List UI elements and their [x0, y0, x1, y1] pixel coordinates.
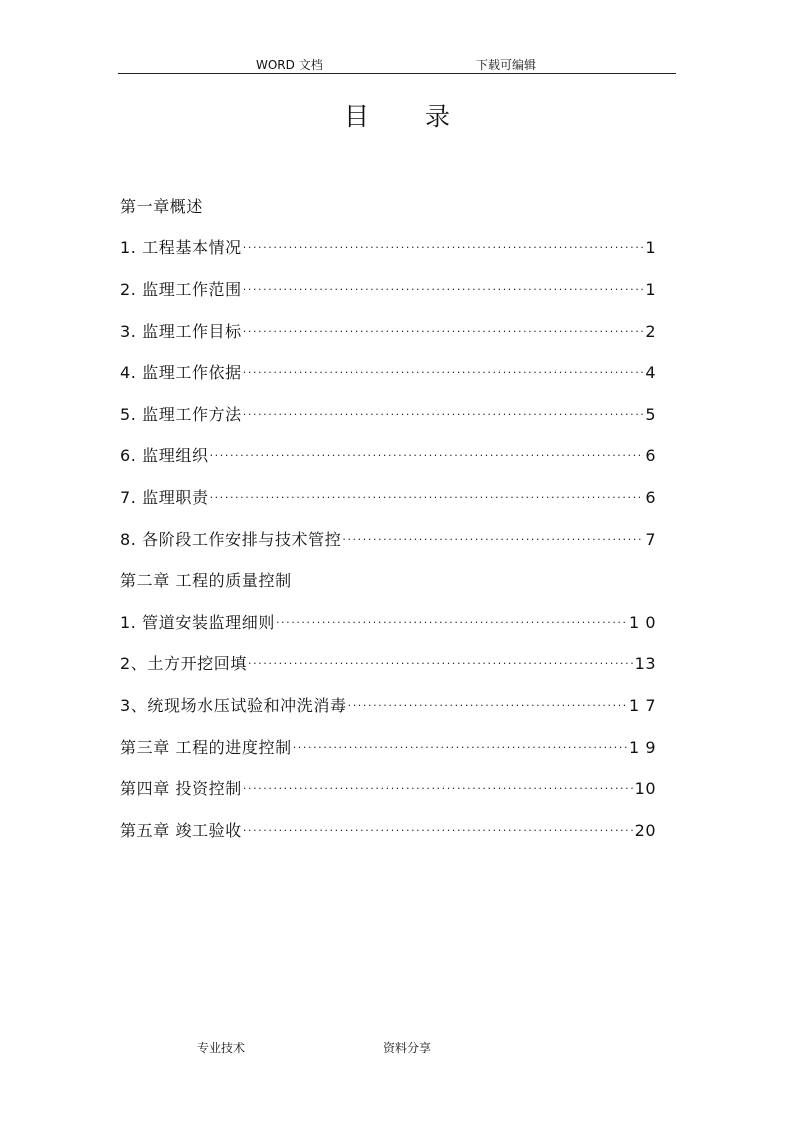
- page-title: 目 录: [344, 102, 474, 131]
- toc-leader-dots: [210, 446, 645, 466]
- header-divider: [118, 73, 676, 74]
- toc-page-number: 20: [634, 820, 656, 840]
- toc-page-number: 1 7: [629, 695, 656, 715]
- toc-page-number: 7: [645, 529, 656, 549]
- toc-label: 4. 监理工作依据: [120, 363, 242, 383]
- toc-label: 3. 监理工作目标: [120, 321, 242, 341]
- toc-page-number: 1 9: [629, 737, 656, 757]
- toc-leader-dots: [348, 696, 628, 716]
- table-of-contents: [120, 186, 656, 852]
- toc-label: 1. 管道安装监理细则: [120, 612, 275, 632]
- toc-label: 6. 监理组织: [120, 446, 209, 466]
- toc-label: 第二章 工程的质量控制: [120, 571, 292, 591]
- toc-leader-dots: [276, 613, 628, 633]
- toc-page-number: 6: [645, 487, 656, 507]
- header-left-text: WORD 文档: [256, 58, 323, 72]
- toc-chapter-2: [120, 560, 656, 602]
- toc-chapter-1: [120, 186, 656, 228]
- toc-page-number: 6: [645, 446, 656, 466]
- toc-leader-dots: [243, 779, 634, 799]
- toc-leader-dots: [342, 530, 644, 550]
- toc-leader-dots: [243, 363, 645, 383]
- toc-entry: [120, 311, 656, 353]
- toc-label: 2. 监理工作范围: [120, 279, 242, 299]
- toc-page-number: 10: [634, 779, 656, 799]
- toc-page-number: 2: [645, 321, 656, 341]
- toc-label: 2、土方开挖回填: [120, 654, 247, 674]
- toc-leader-dots: [243, 322, 645, 342]
- toc-page-number: 5: [645, 404, 656, 424]
- toc-entry: [120, 602, 656, 644]
- footer-left-text: 专业技术: [197, 1041, 246, 1055]
- toc-entry: [120, 269, 656, 311]
- toc-leader-dots: [293, 738, 628, 758]
- toc-entry: [120, 436, 656, 478]
- toc-label: 8. 各阶段工作安排与技术管控: [120, 529, 342, 549]
- toc-entry: [120, 644, 656, 686]
- footer-right-text: 资料分享: [383, 1041, 432, 1055]
- toc-leader-dots: [243, 821, 634, 841]
- toc-entry: [120, 352, 656, 394]
- toc-chapter-4: [120, 768, 656, 810]
- toc-entry: [120, 685, 656, 727]
- toc-leader-dots: [243, 280, 645, 300]
- toc-label: 第四章 投资控制: [120, 779, 242, 799]
- toc-entry: [120, 394, 656, 436]
- header-right-text: 下载可编辑: [476, 58, 537, 72]
- toc-label: 1. 工程基本情况: [120, 238, 242, 258]
- toc-label: 第三章 工程的进度控制: [120, 737, 292, 757]
- toc-leader-dots: [243, 238, 645, 258]
- toc-entry: [120, 228, 656, 270]
- toc-entry: [120, 477, 656, 519]
- toc-label: 5. 监理工作方法: [120, 404, 242, 424]
- toc-leader-dots: [243, 405, 645, 425]
- toc-leader-dots: [210, 488, 645, 508]
- toc-label: 7. 监理职责: [120, 487, 209, 507]
- toc-entry: [120, 519, 656, 561]
- toc-label: 3、统现场水压试验和冲洗消毒: [120, 695, 347, 715]
- toc-page-number: 1 0: [629, 612, 656, 632]
- toc-chapter-3: [120, 727, 656, 769]
- toc-label: 第一章概述: [120, 196, 204, 216]
- toc-page-number: 1: [645, 279, 656, 299]
- toc-leader-dots: [248, 654, 634, 674]
- toc-page-number: 13: [634, 654, 656, 674]
- toc-page-number: 4: [645, 363, 656, 383]
- toc-label: 第五章 竣工验收: [120, 820, 242, 840]
- toc-page-number: 1: [645, 238, 656, 258]
- toc-chapter-5: [120, 810, 656, 852]
